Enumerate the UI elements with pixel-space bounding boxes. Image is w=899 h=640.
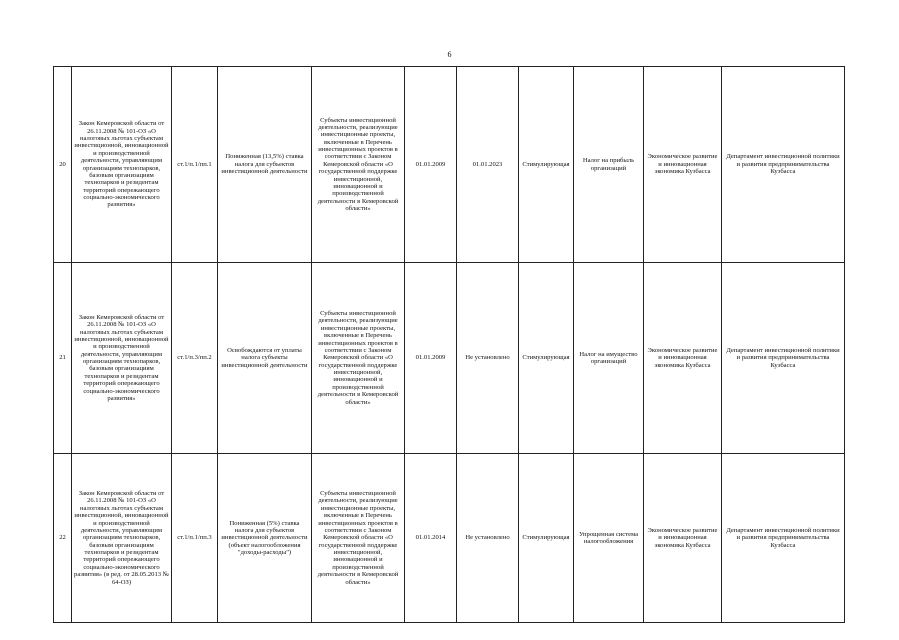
cell-program: Экономическое развитие и инновационная экономика Кузбасса	[644, 263, 722, 454]
cell-end-date: Не установлено	[457, 263, 519, 454]
cell-article: ст.1/п.1/пп.1	[172, 67, 218, 263]
table-row	[54, 67, 845, 263]
cell-law: Закон Кемеровской области от 26.11.2008 № 101-ОЗ «О налоговых льготах субъектам инвестиционной, инновационной и производственной деятельности, управляющим организациям технопарков, базовым организациям технопарков и резидентам территорий опережающего социально-экономического развития»	[72, 67, 172, 263]
cell-law: Закон Кемеровской области от 26.11.2008 № 101-ОЗ «О налоговых льготах субъектам инвестиционной, инновационной и производственной деятельности, управляющим организациям технопарков, базовым организациям технопарков и резидентам территорий опережающего социально-экономического развития»	[72, 263, 172, 454]
cell-curator: Департамент инвестиционной политики и развития предпринимательства Кузбасса	[722, 263, 845, 454]
cell-type: Стимулирующая	[519, 454, 574, 623]
cell-benefit: Пониженная (13,5%) ставка налога для субъектов инвестиционной деятельности	[218, 67, 312, 263]
cell-number: 21	[54, 263, 72, 454]
cell-start-date: 01.01.2009	[405, 67, 457, 263]
cell-recipients: Субъекты инвестиционной деятельности, реализующие инвестиционные проекты, включенные в Перечень инвестиционных проектов в соответствии с Законом Кемеровской области «О государственной поддержке инвестиционной, инновационной и производственной деятельности в Кемеровской области»	[312, 263, 405, 454]
cell-curator: Департамент инвестиционной политики и развития предпринимательства Кузбасса	[722, 67, 845, 263]
cell-start-date: 01.01.2014	[405, 454, 457, 623]
cell-recipients: Субъекты инвестиционной деятельности, реализующие инвестиционные проекты, включенные в Перечень инвестиционных проектов в соответствии с Законом Кемеровской области «О государственной поддержке инвестиционной, инновационной и производственной деятельности в Кемеровской области»	[312, 454, 405, 623]
cell-number: 22	[54, 454, 72, 623]
cell-program: Экономическое развитие и инновационная экономика Кузбасса	[644, 454, 722, 623]
cell-law: Закон Кемеровской области от 26.11.2008 № 101-ОЗ «О налоговых льготах субъектам инвестиционной, инновационной и производственной деятельности, управляющим организациям технопарков, базовым организациям технопарков и резидентам территорий опережающего социально-экономического развития» (в ред. от 28.05.2013 № 64-ОЗ)	[72, 454, 172, 623]
cell-benefit: Освобождаются от уплаты налога субъекты инвестиционной деятельности	[218, 263, 312, 454]
page-number: 6	[447, 50, 452, 59]
cell-type: Стимулирующая	[519, 263, 574, 454]
cell-tax: Упрощенная система налогообложения	[574, 454, 644, 623]
table-row	[54, 263, 845, 454]
cell-number: 20	[54, 67, 72, 263]
cell-article: ст.1/п.1/пп.3	[172, 454, 218, 623]
table-row	[54, 454, 845, 623]
cell-end-date: 01.01.2023	[457, 67, 519, 263]
cell-type: Стимулирующая	[519, 67, 574, 263]
cell-curator: Департамент инвестиционной политики и развития предпринимательства Кузбасса	[722, 454, 845, 623]
tax-benefits-table	[53, 66, 845, 623]
cell-tax: Налог на имущество организаций	[574, 263, 644, 454]
cell-article: ст.1/п.3/пп.2	[172, 263, 218, 454]
cell-start-date: 01.01.2009	[405, 263, 457, 454]
cell-program: Экономическое развитие и инновационная экономика Кузбасса	[644, 67, 722, 263]
cell-end-date: Не установлено	[457, 454, 519, 623]
cell-tax: Налог на прибыль организаций	[574, 67, 644, 263]
cell-recipients: Субъекты инвестиционной деятельности, реализующие инвестиционные проекты, включенные в Перечень инвестиционных проектов в соответствии с Законом Кемеровской области «О государственной поддержке инвестиционной, инновационной и производственной деятельности в Кемеровской области»	[312, 67, 405, 263]
cell-benefit: Пониженная (5%) ставка налога для субъектов инвестиционной деятельности (объект налогообложения "доходы-расходы")	[218, 454, 312, 623]
